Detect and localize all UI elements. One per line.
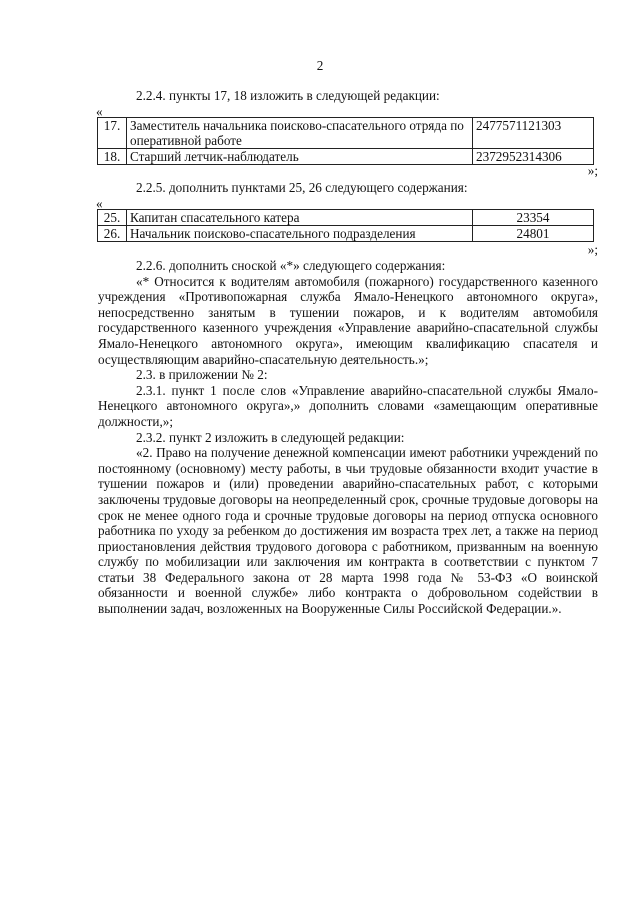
open-quote: « bbox=[96, 104, 103, 119]
positions-table-1 bbox=[97, 117, 594, 165]
row-number: 17. bbox=[98, 118, 127, 149]
row-value: 2372952314306 bbox=[473, 149, 594, 165]
row-number: 25. bbox=[98, 210, 127, 226]
row-value: 24801 bbox=[473, 226, 594, 242]
row-number: 26. bbox=[98, 226, 127, 242]
row-title: Старший летчик-наблюдатель bbox=[127, 149, 473, 165]
footnote-paragraph: «* Относится к водителям автомобиля (пожарного) государственного казенного учреждения «Противопожарная служба Ямало-Ненецкого автономного округа», непосредственно занятым в тушении пожаров, и к водителям автомобиля государственного казенного учреждения «Управление аварийно-спасательной службы Ямало-Ненецкого автономного округа», имеющим квалификацию спасателя и осуществляющим аварийно-спасательную деятельность.»; bbox=[98, 273, 598, 367]
section-2-3-2-paragraph: «2. Право на получение денежной компенсации имеют работники учреждений по постоянному (основному) месту работы, в чьи трудовые обязанности входит участие в тушении пожаров и (или) проведении аварийно-спасательных работ, с которыми заключены трудовые договоры на неопределенный срок, срочные трудовые договоры на срок не менее одного года и срочные трудовые договоры на период отпуска основного работника по уходу за ребенком до достижения им возраста трех лет, а также на период приостановления действия трудового договора с работником, призванным на военную службу по мобилизации или заключения им контракта в соответствии с пунктом 7 статьи 38 Федерального закона от 28 марта 1998 года № 53-ФЗ «О воинской обязанности и военной службе» либо контракта о добровольном содействии в выполнении задач, возложенных на Вооруженные Силы Российской Федерации.». bbox=[98, 445, 598, 617]
row-title: Начальник поисково-спасательного подразделения bbox=[127, 226, 473, 242]
close-quote: »; bbox=[587, 163, 598, 178]
page-number: 2 bbox=[316, 58, 324, 73]
section-2-3-heading: 2.3. в приложении № 2: bbox=[136, 367, 268, 383]
positions-table-2 bbox=[97, 209, 594, 242]
table-row bbox=[98, 118, 594, 149]
row-title: Заместитель начальника поисково-спасательного отряда по оперативной работе bbox=[127, 118, 473, 149]
close-quote: »; bbox=[587, 242, 598, 257]
section-2-3-2-heading: 2.3.2. пункт 2 изложить в следующей редакции: bbox=[136, 429, 405, 445]
row-number: 18. bbox=[98, 149, 127, 165]
table-row bbox=[98, 226, 594, 242]
row-title: Капитан спасательного катера bbox=[127, 210, 473, 226]
section-2-3-1-paragraph: 2.3.1. пункт 1 после слов «Управление аварийно-спасательной службы Ямало-Ненецкого автономного округа»,» дополнить словами «замещающим оперативные должности,»; bbox=[98, 382, 598, 429]
row-value: 2477571121303 bbox=[473, 118, 594, 149]
body-text bbox=[98, 258, 598, 617]
section-2-2-6-heading: 2.2.6. дополнить сноской «*» следующего содержания: bbox=[136, 258, 446, 273]
open-quote: « bbox=[96, 196, 103, 211]
table-row bbox=[98, 149, 594, 165]
section-2-2-4-heading: 2.2.4. пункты 17, 18 изложить в следующей редакции: bbox=[136, 88, 440, 103]
row-value: 23354 bbox=[473, 210, 594, 226]
table-row bbox=[98, 210, 594, 226]
section-2-2-5-heading: 2.2.5. дополнить пунктами 25, 26 следующего содержания: bbox=[136, 180, 468, 195]
